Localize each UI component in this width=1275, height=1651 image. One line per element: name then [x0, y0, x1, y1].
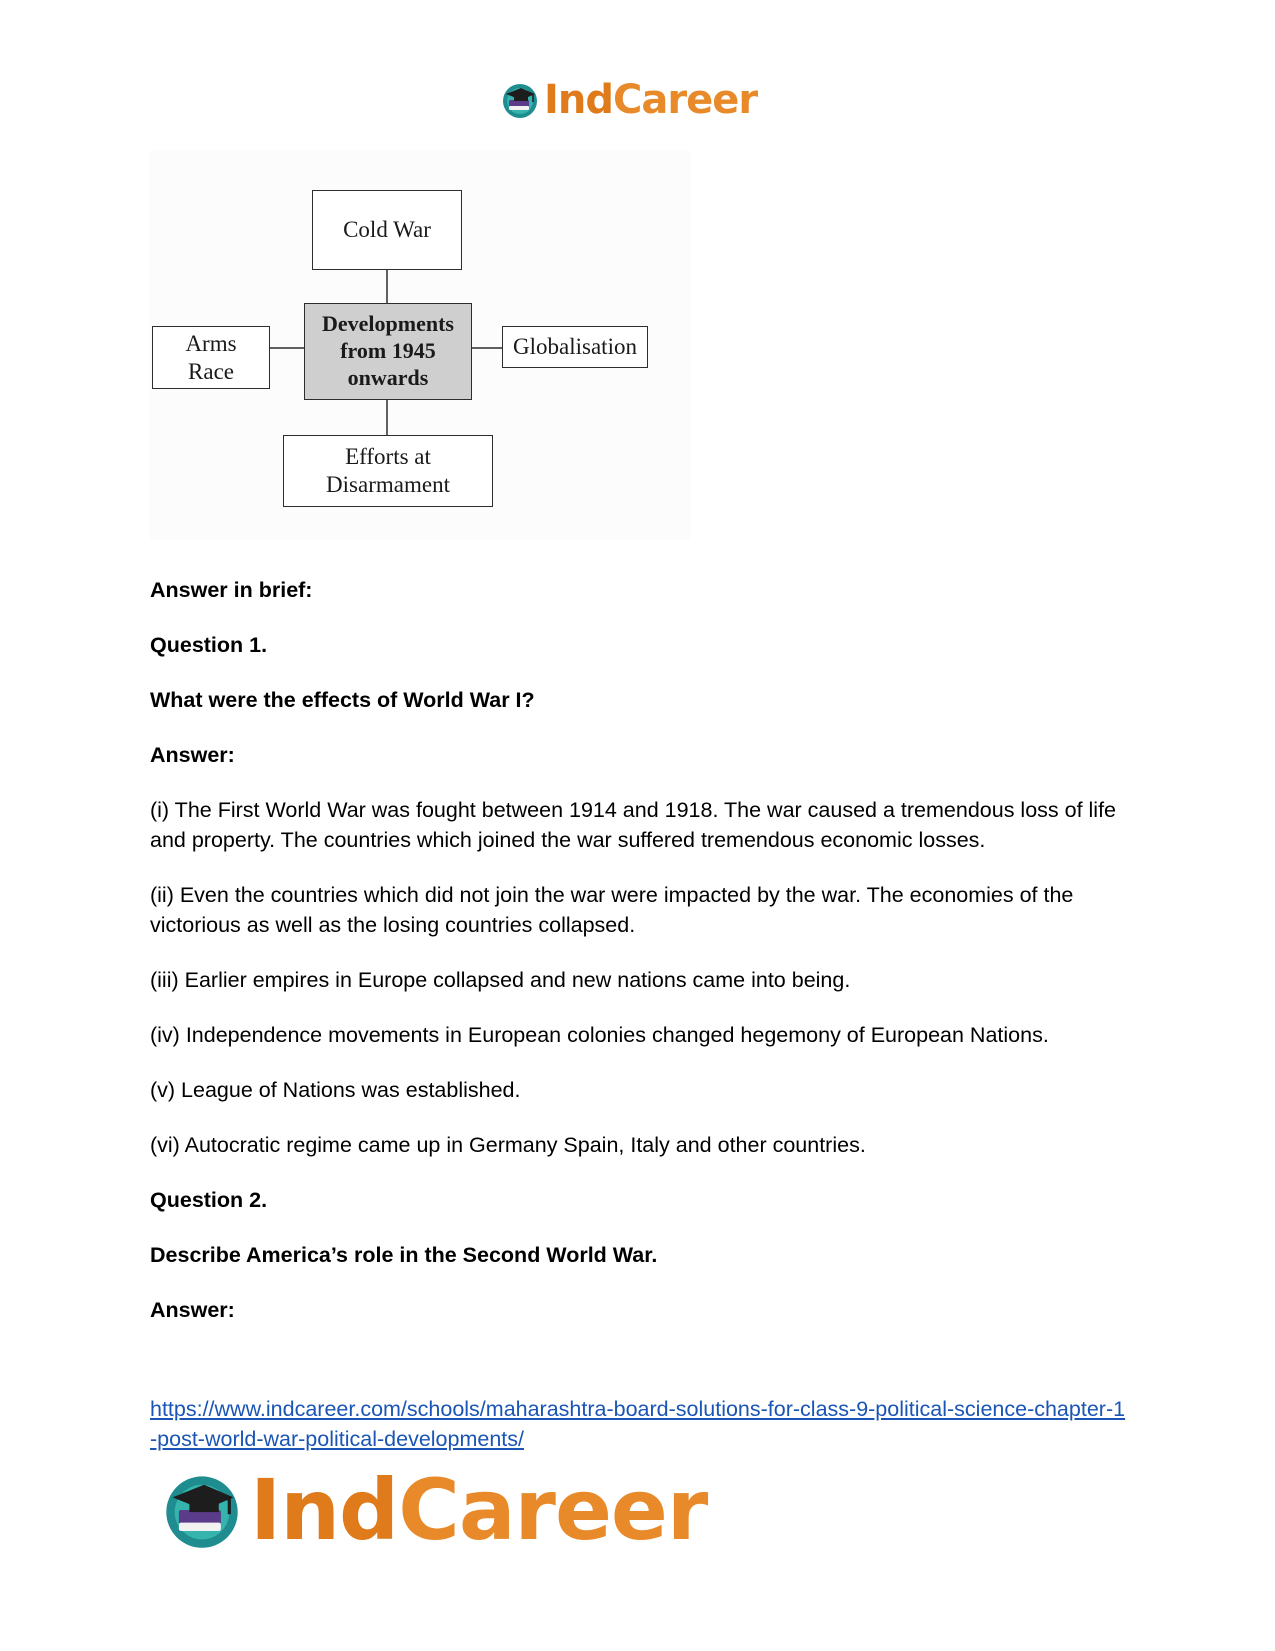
answer-1-point: (iv) Independence movements in European colonies changed hegemony of European Nations. — [150, 1023, 1049, 1047]
diagram-node-globalisation: Globalisation — [502, 326, 648, 368]
graduation-cap-globe-icon — [160, 1468, 244, 1552]
answer-1-point: (iii) Earlier empires in Europe collapsed and new nations came into being. — [150, 968, 851, 992]
diagram-node-disarmament: Efforts at Disarmament — [283, 435, 493, 507]
question-1-text: What were the effects of World War I? — [150, 688, 535, 712]
diagram-node-center: Developments from 1945 onwards — [304, 303, 472, 400]
section-title: Answer in brief: — [150, 578, 313, 602]
question-2-text: Describe America’s role in the Second World War. — [150, 1243, 658, 1267]
diagram-node-arms-race: Arms Race — [152, 326, 270, 389]
concept-diagram — [150, 150, 690, 540]
question-1-label: Question 1. — [150, 633, 268, 657]
answer-1-point: (v) League of Nations was established. — [150, 1078, 521, 1102]
answer-1-point: (ii) Even the countries which did not join the war were impacted by the war. The economies of the victorious as well as the losing countries collapsed. — [150, 883, 1074, 937]
question-2-label: Question 2. — [150, 1188, 268, 1212]
diagram-node-cold-war: Cold War — [312, 190, 462, 270]
source-url-link[interactable]: https://www.indcareer.com/schools/maharashtra-board-solutions-for-class-9-political-science-chapter-1-post-world-war-political-developments/ — [150, 1397, 1126, 1451]
logo-wordmark: IndCareer — [250, 1461, 708, 1559]
header-logo[interactable] — [500, 77, 758, 123]
main-content — [150, 575, 1125, 1350]
graduation-cap-globe-icon — [500, 80, 540, 120]
answer-1-point: (i) The First World War was fought between 1914 and 1918. The war caused a tremendous loss of life and property. The countries which joined the war suffered tremendous economic losses. — [150, 798, 1117, 852]
answer-2-label: Answer: — [150, 1298, 235, 1322]
footer-logo[interactable] — [160, 1461, 708, 1559]
answer-1-label: Answer: — [150, 743, 235, 767]
logo-wordmark: IndCareer — [544, 77, 758, 123]
answer-1-point: (vi) Autocratic regime came up in Germany Spain, Italy and other countries. — [150, 1133, 866, 1157]
